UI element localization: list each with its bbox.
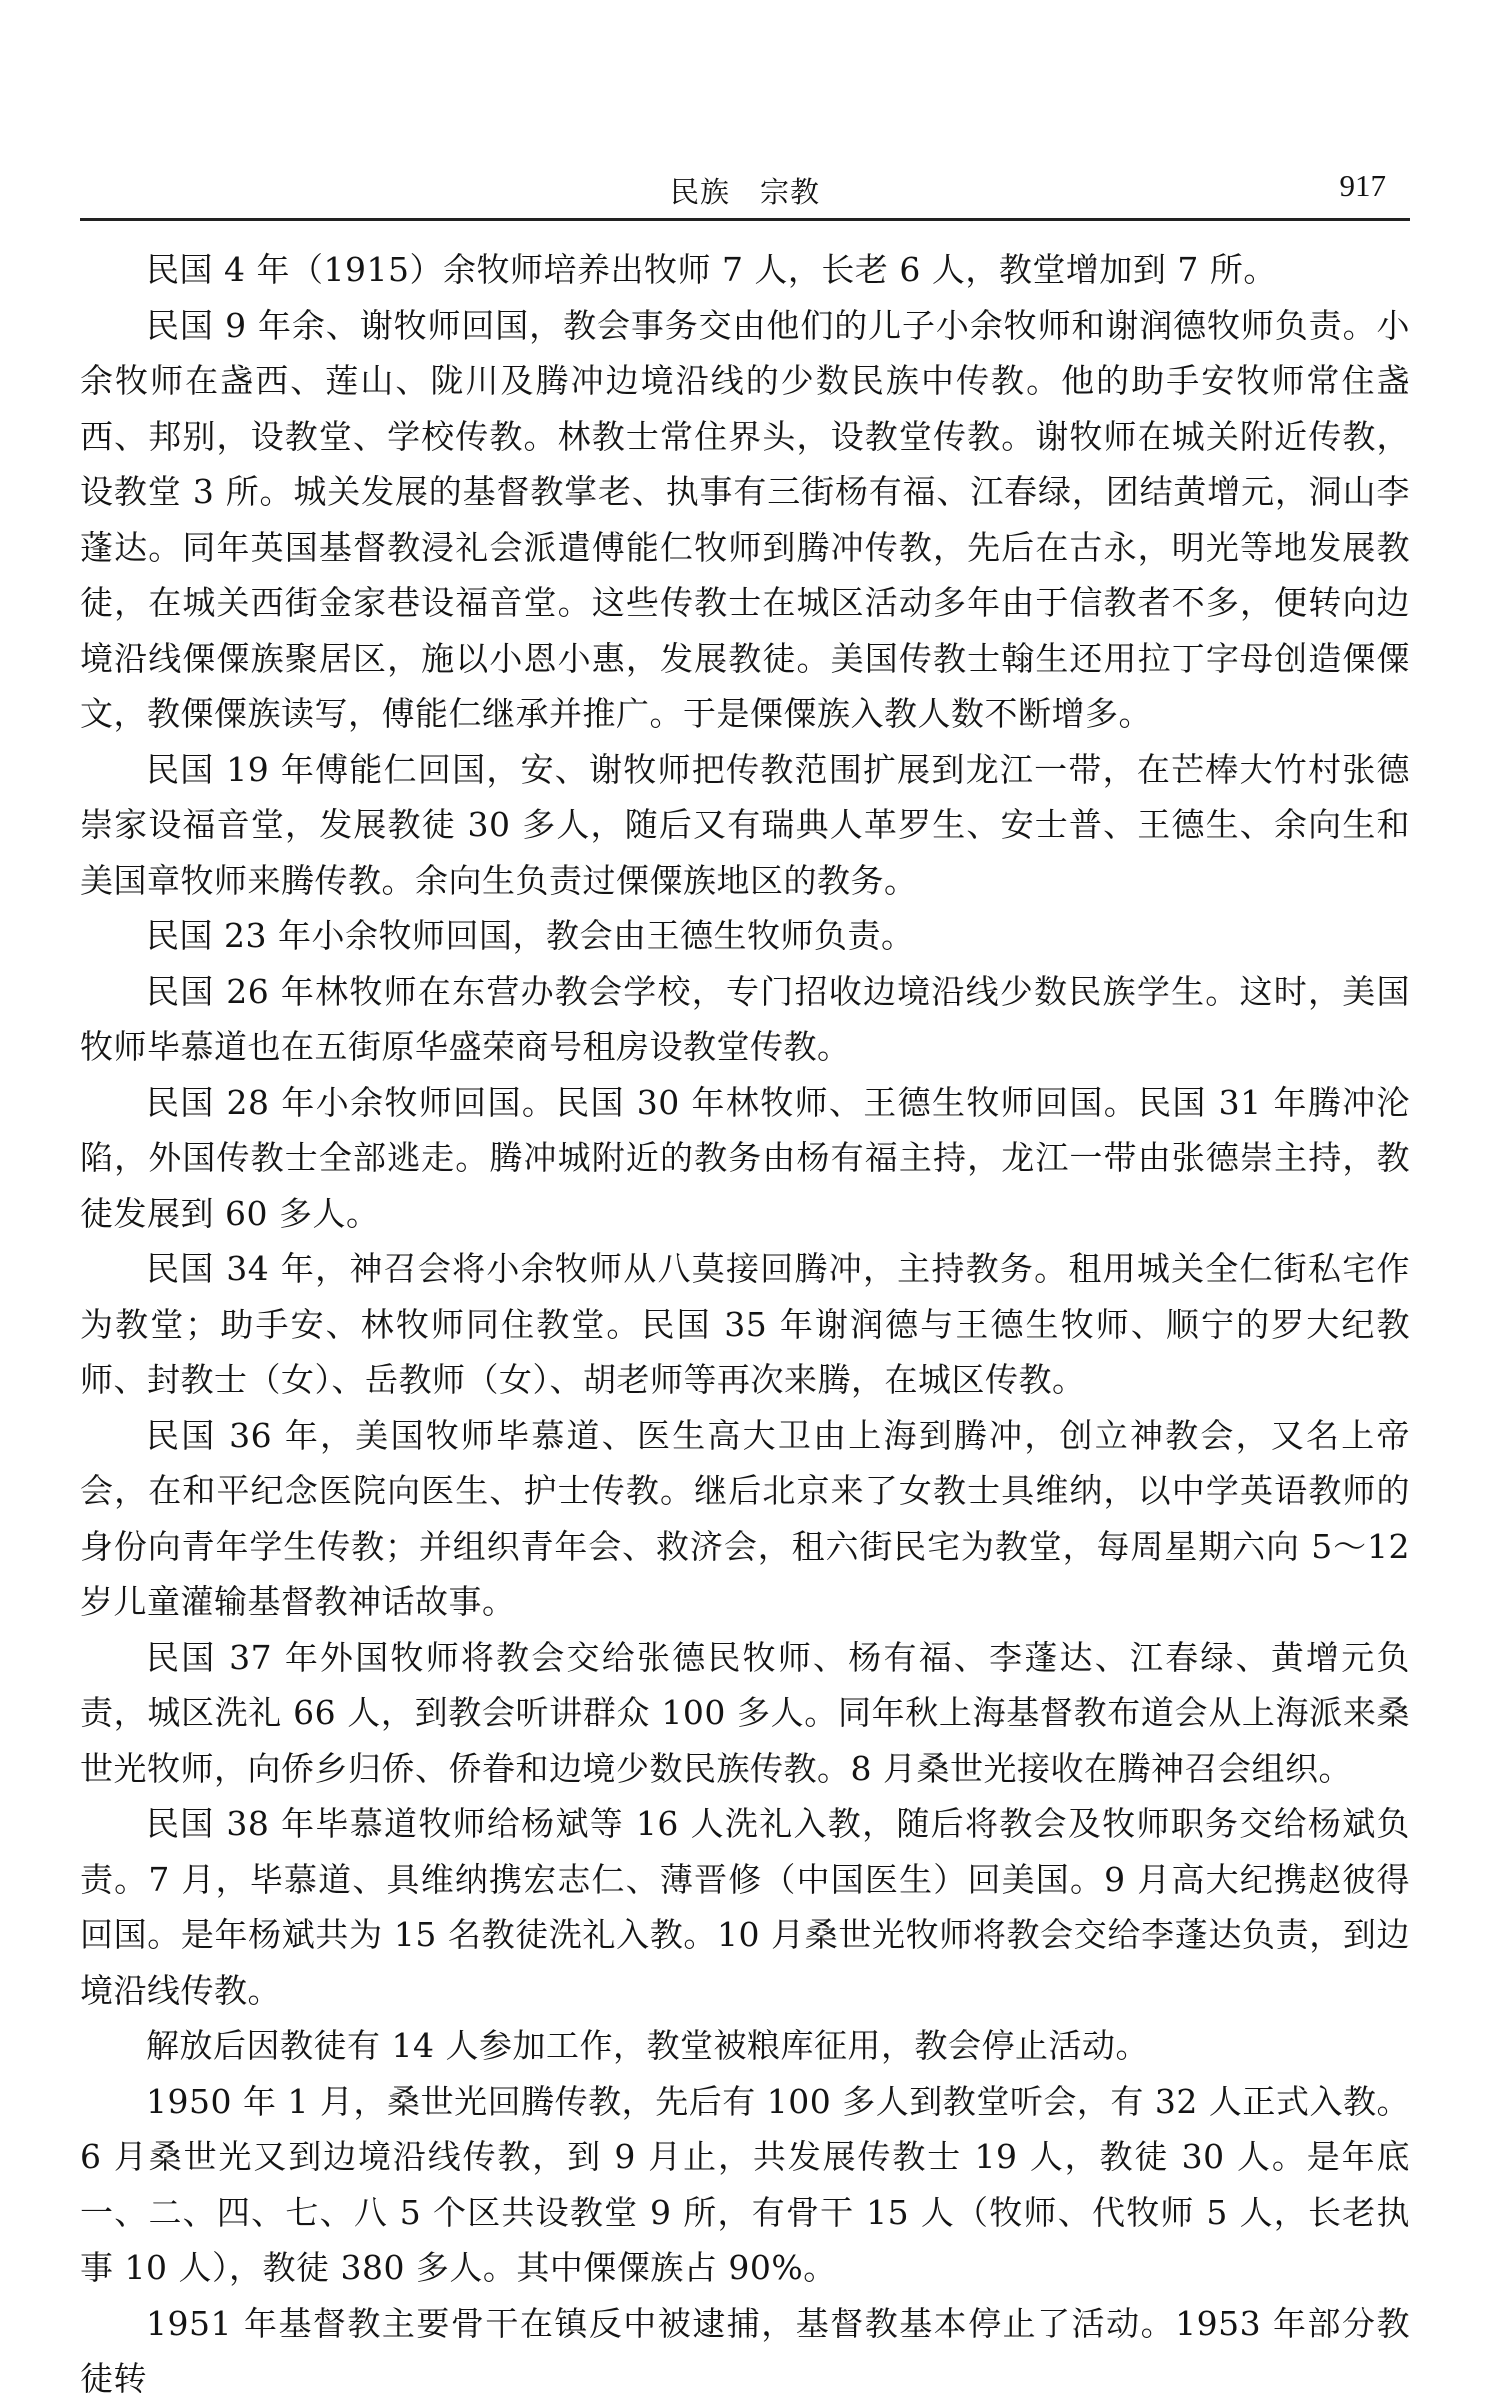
paragraph: 民国 9 年余、谢牧师回国，教会事务交由他们的儿子小余牧师和谢润德牧师负责。小余牧师在盏西、莲山、陇川及腾冲边境沿线的少数民族中传教。他的助手安牧师常住盏西、邦别，设教堂、学校传教。林教士常住界头，设教堂传教。谢牧师在城关附近传教，设教堂 3 所。城关发展的基督教掌老、执事有三街杨有福、江春绿，团结黄增元，洞山李蓬达。同年英国基督教浸礼会派遣傅能仁牧师到腾冲传教，先后在古永，明光等地发展教徒，在城关西街金家巷设福音堂。这些传教士在城区活动多年由于信教者不多，便转向边境沿线傈僳族聚居区，施以小恩小惠，发展教徒。美国传教士翰生还用拉丁字母创造傈僳文，教傈僳族读写，傅能仁继承并推广。于是傈僳族入教人数不断增多。 — [80, 305, 1410, 733]
paragraph: 民国 4 年（1915）余牧师培养出牧师 7 人，长老 6 人，教堂增加到 7 所。 — [146, 250, 1277, 289]
paragraph: 民国 37 年外国牧师将教会交给张德民牧师、杨有福、李蓬达、江春绿、黄增元负责，城区洗礼 66 人，到教会听讲群众 100 多人。同年秋上海基督教布道会从上海派来桑世光牧师，向侨乡归侨、侨眷和边境少数民族传教。8 月桑世光接收在腾神召会组织。 — [80, 1637, 1410, 1788]
paragraph: 民国 23 年小余牧师回国，教会由王德生牧师负责。 — [146, 916, 915, 955]
paragraph: 民国 26 年林牧师在东营办教会学校，专门招收边境沿线少数民族学生。这时，美国牧师毕慕道也在五街原华盛荣商号租房设教堂传教。 — [80, 971, 1410, 1066]
paragraph: 解放后因教徒有 14 人参加工作，教堂被粮库征用，教会停止活动。 — [146, 2026, 1149, 2065]
page-header — [80, 160, 1410, 210]
paragraph: 民国 19 年傅能仁回国，安、谢牧师把传教范围扩展到龙江一带，在芒棒大竹村张德崇家设福音堂，发展教徒 30 多人，随后又有瑞典人革罗生、安士普、王德生、余向生和美国章牧师来腾传教。余向生负责过傈僳族地区的教务。 — [80, 749, 1410, 900]
header-rule — [80, 218, 1410, 221]
paragraph: 民国 28 年小余牧师回国。民国 30 年林牧师、王德生牧师回国。民国 31 年腾冲沦陷，外国传教士全部逃走。腾冲城附近的教务由杨有福主持，龙江一带由张德崇主持，教徒发展到 60 多人。 — [80, 1082, 1410, 1233]
body-text — [80, 242, 1410, 2407]
paragraph: 1950 年 1 月，桑世光回腾传教，先后有 100 多人到教堂听会，有 32 人正式入教。6 月桑世光又到边境沿线传教，到 9 月止，共发展传教士 19 人，教徒 30 人。是年底一、二、四、七、八 5 个区共设教堂 9 所，有骨干 15 人（牧师、代牧师 5 人，长老执事 10 人），教徒 380 多人。其中傈僳族占 90%。 — [80, 2081, 1410, 2287]
paragraph: 民国 34 年，神召会将小余牧师从八莫接回腾冲，主持教务。租用城关全仁街私宅作为教堂；助手安、林牧师同住教堂。民国 35 年谢润德与王德生牧师、顺宁的罗大纪教师、封教士（女）、岳教师（女）、胡老师等再次来腾，在城区传教。 — [80, 1249, 1410, 1399]
running-title: 民族 宗教 — [669, 175, 820, 209]
paragraph: 1951 年基督教主要骨干在镇反中被逮捕，基督教基本停止了活动。1953 年部分教徒转 — [80, 2303, 1410, 2398]
paragraph: 民国 36 年，美国牧师毕慕道、医生高大卫由上海到腾冲，创立神教会，又名上帝会，在和平纪念医院向医生、护士传教。继后北京来了女教士具维纳，以中学英语教师的身份向青年学生传教；并组织青年会、救济会，租六街民宅为教堂，每周星期六向 5～12 岁儿童灌输基督教神话故事。 — [80, 1415, 1410, 1621]
page-number: 917 — [1339, 168, 1386, 203]
paragraph: 民国 38 年毕慕道牧师给杨斌等 16 人洗礼入教，随后将教会及牧师职务交给杨斌负责。7 月，毕慕道、具维纳携宏志仁、薄晋修（中国医生）回美国。9 月高大纪携赵彼得回国。是年杨斌共为 15 名教徒洗礼入教。10 月桑世光牧师将教会交给李蓬达负责，到边境沿线传教。 — [80, 1804, 1410, 2010]
